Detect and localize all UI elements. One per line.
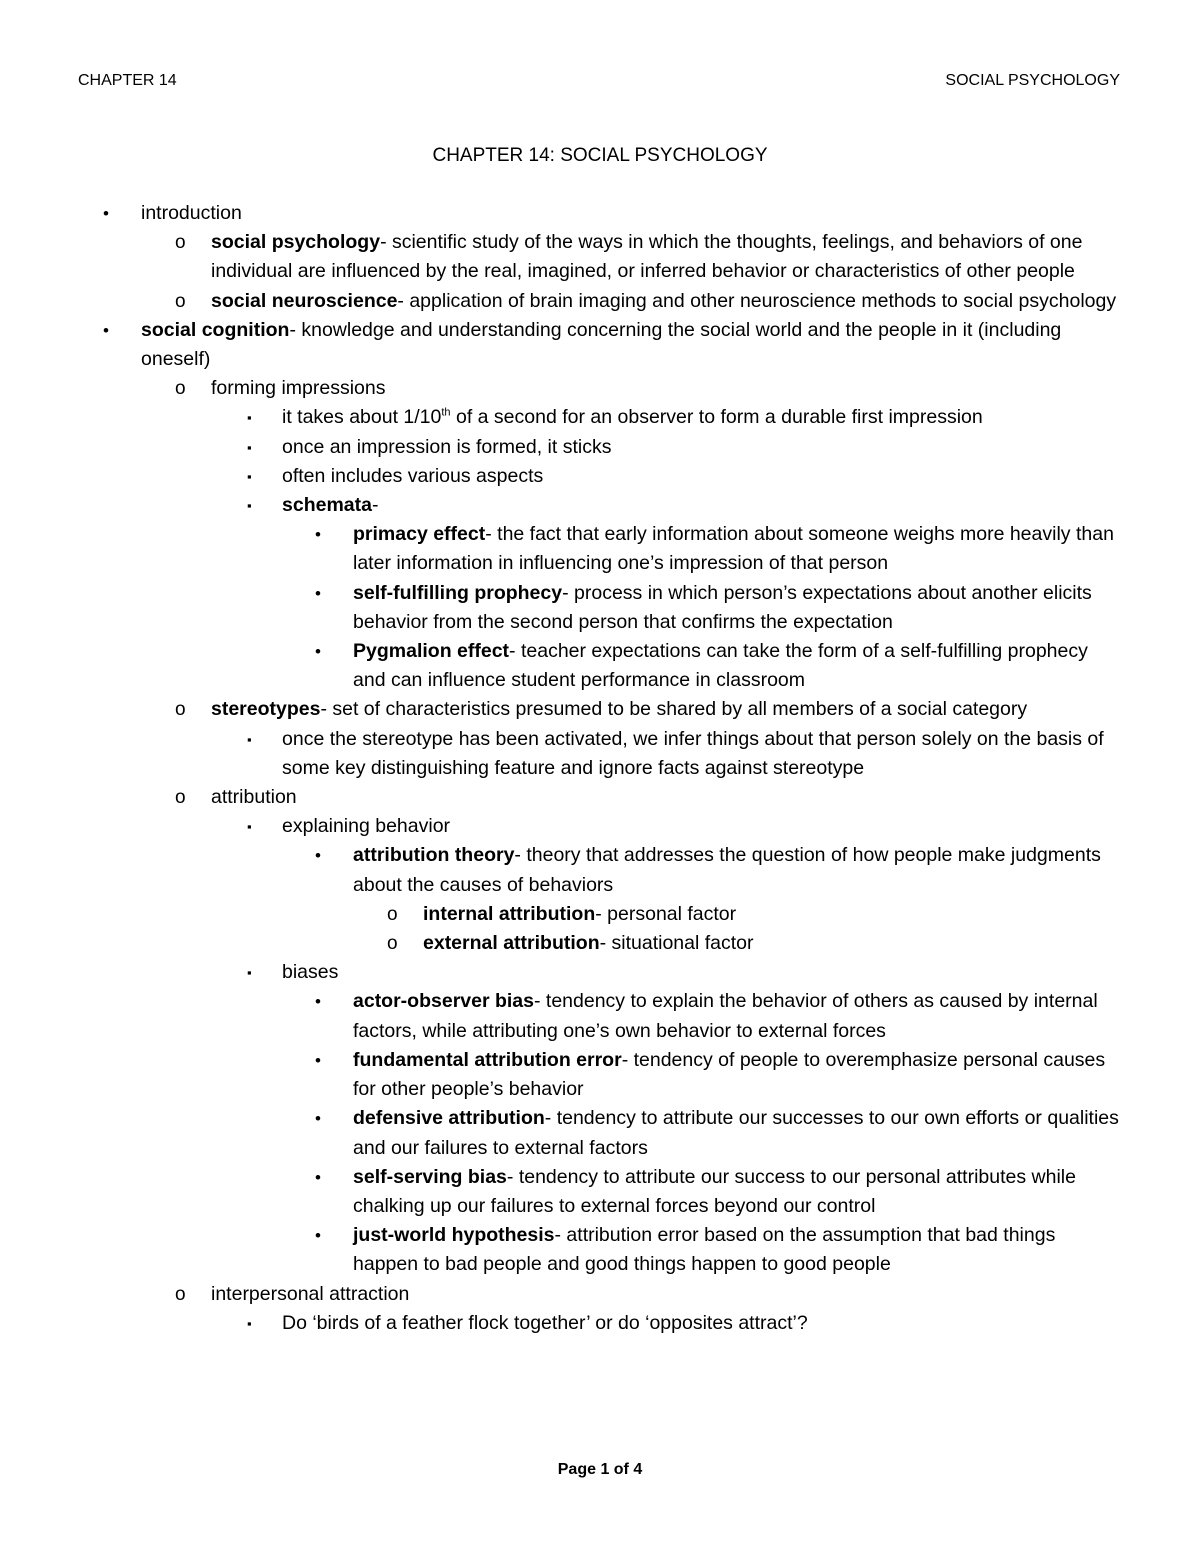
outline-item-self-fulfilling-prophecy: [0, 579, 1200, 637]
item-text: explaining behavior: [282, 815, 451, 838]
item-text: interpersonal attraction: [211, 1282, 410, 1305]
term: attribution theory: [353, 844, 515, 867]
bullet-circle-icon: o: [175, 1283, 186, 1305]
bullet-circle-icon: o: [387, 933, 398, 955]
bullet-disc-icon: •: [315, 1226, 321, 1246]
outline-item-attribution: [0, 783, 1200, 812]
bullet-square-icon: ▪: [247, 731, 252, 747]
definition: - scientific study of the ways in which the thoughts, feelings, and behaviors of one individual are influenced by the real, imagined, or inferred behavior or characteristics of other people: [211, 231, 1083, 283]
outline-item-various-aspects: [0, 462, 1200, 491]
bullet-disc-icon: •: [315, 1167, 321, 1187]
bullet-square-icon: ▪: [247, 965, 252, 981]
bullet-circle-icon: o: [387, 903, 398, 925]
outline-item-fundamental-attribution-error: [0, 1046, 1200, 1104]
page-number: Page 1 of 4: [557, 1461, 643, 1478]
outline-item-first-impression: [0, 403, 1200, 432]
definition: - knowledge and understanding concerning the social world and the people in it (including oneself): [141, 318, 1062, 371]
bullet-disc-icon: •: [315, 992, 321, 1012]
bullet-square-icon: ▪: [247, 468, 252, 484]
item-text: often includes various aspects: [282, 464, 544, 487]
bullet-square-icon: ▪: [247, 410, 252, 426]
outline-item-self-serving-bias: [0, 1163, 1200, 1221]
term: defensive attribution: [353, 1107, 545, 1130]
item-text: once the stereotype has been activated, we infer things about that person solely on the basis of some key distinguishing feature and ignore facts against stereotype: [282, 727, 1104, 779]
bullet-disc-icon: •: [315, 1050, 321, 1070]
definition: - tendency to attribute our successes to our own efforts or qualities and our failures to external factors: [353, 1107, 1119, 1159]
term: just-world hypothesis: [353, 1224, 555, 1247]
outline-item-internal-attribution: [0, 900, 1200, 929]
bullet-disc-icon: •: [103, 204, 109, 223]
outline-item-social-psychology: [0, 228, 1200, 286]
outline: [0, 199, 1200, 1338]
term: schemata: [282, 494, 372, 517]
bullet-disc-icon: •: [315, 583, 321, 603]
bullet-square-icon: ▪: [247, 819, 252, 835]
bullet-disc-icon: •: [315, 642, 321, 662]
bullet-disc-icon: •: [315, 1109, 321, 1129]
definition: - attribution error based on the assumption that bad things happen to bad people and good things happen to good people: [353, 1224, 1056, 1276]
page-footer: [0, 1461, 1200, 1479]
term: social neuroscience: [211, 289, 398, 312]
outline-item-defensive-attribution: [0, 1104, 1200, 1162]
bullet-disc-icon: •: [315, 846, 321, 866]
outline-item-explaining-behavior: [0, 812, 1200, 841]
outline-item-forming-impressions: [0, 374, 1200, 403]
bullet-circle-icon: o: [175, 290, 186, 312]
item-text: attribution: [211, 786, 297, 809]
term: actor-observer bias: [353, 990, 534, 1013]
outline-item-pygmalion-effect: [0, 637, 1200, 695]
outline-item-impression-sticks: [0, 433, 1200, 462]
definition: - situational factor: [599, 932, 754, 955]
definition: - personal factor: [595, 902, 737, 925]
bullet-square-icon: ▪: [247, 1315, 252, 1331]
term: primacy effect: [353, 523, 486, 546]
term: stereotypes: [211, 698, 321, 721]
header-subject: SOCIAL PSYCHOLOGY: [945, 72, 1120, 89]
bullet-square-icon: ▪: [247, 498, 252, 514]
definition: -: [371, 494, 379, 517]
term: self-serving bias: [353, 1165, 507, 1188]
bullet-circle-icon: o: [175, 787, 186, 809]
bullet-disc-icon: •: [315, 525, 321, 545]
outline-item-social-cognition: [0, 316, 1200, 374]
item-text: it takes about 1/10: [282, 406, 442, 429]
term: social cognition: [141, 318, 290, 341]
term: external attribution: [423, 932, 600, 955]
outline-item-interpersonal-attraction: [0, 1280, 1200, 1309]
outline-item-schemata: [0, 491, 1200, 520]
outline-item-just-world-hypothesis: [0, 1221, 1200, 1279]
outline-item-primacy-effect: [0, 520, 1200, 578]
outline-item-actor-observer-bias: [0, 987, 1200, 1045]
item-text: Do ‘birds of a feather flock together’ or do ‘opposites attract’?: [282, 1311, 808, 1334]
definition: - theory that addresses the question of how people make judgments about the causes of behaviors: [353, 844, 1101, 896]
definition: - process in which person’s expectations about another elicits behavior from the second person that confirms the expectation: [353, 581, 1092, 633]
outline-item-attribution-theory: [0, 841, 1200, 899]
definition: - the fact that early information about someone weighs more heavily than later information in influencing one’s impression of that person: [353, 523, 1114, 575]
outline-item-biases: [0, 958, 1200, 987]
outline-item-social-neuroscience: [0, 287, 1200, 316]
definition: - tendency of people to overemphasize personal causes for other people’s behavior: [353, 1048, 1106, 1101]
bullet-circle-icon: o: [175, 378, 186, 400]
bullet-square-icon: ▪: [247, 439, 252, 455]
definition: - set of characteristics presumed to be shared by all members of a social category: [320, 698, 1028, 721]
item-text: once an impression is formed, it sticks: [282, 435, 612, 458]
definition: - tendency to attribute our success to our personal attributes while chalking up our failures to external forces beyond our control: [353, 1165, 1076, 1217]
definition: - application of brain imaging and other neuroscience methods to social psychology: [397, 289, 1117, 312]
term: fundamental attribution error: [353, 1048, 622, 1071]
term: self-fulfilling prophecy: [353, 581, 563, 604]
definition: - teacher expectations can take the form of a self-fulfilling prophecy and can influence student performance in classroom: [353, 640, 1088, 692]
outline-item-birds-of-a-feather: [0, 1309, 1200, 1338]
outline-item-stereotypes: [0, 695, 1200, 724]
definition: - tendency to explain the behavior of others as caused by internal factors, while attributing one’s own behavior to external forces: [353, 990, 1098, 1042]
outline-item-stereotype-activated: [0, 725, 1200, 783]
document-title: CHAPTER 14: SOCIAL PSYCHOLOGY: [432, 145, 768, 166]
bullet-disc-icon: •: [103, 320, 109, 340]
bullet-circle-icon: o: [175, 699, 186, 721]
term: Pygmalion effect: [353, 640, 510, 663]
header-chapter: CHAPTER 14: [78, 72, 177, 89]
outline-item-external-attribution: [0, 929, 1200, 958]
item-text: forming impressions: [211, 377, 386, 400]
term: social psychology: [211, 231, 381, 254]
term: internal attribution: [423, 902, 596, 925]
outline-item-introduction: [0, 199, 1200, 228]
bullet-circle-icon: o: [175, 232, 186, 254]
item-text: introduction: [141, 202, 242, 224]
item-text: of a second for an observer to form a durable first impression: [450, 406, 983, 429]
superscript: th: [441, 406, 451, 419]
item-text: biases: [282, 961, 339, 984]
